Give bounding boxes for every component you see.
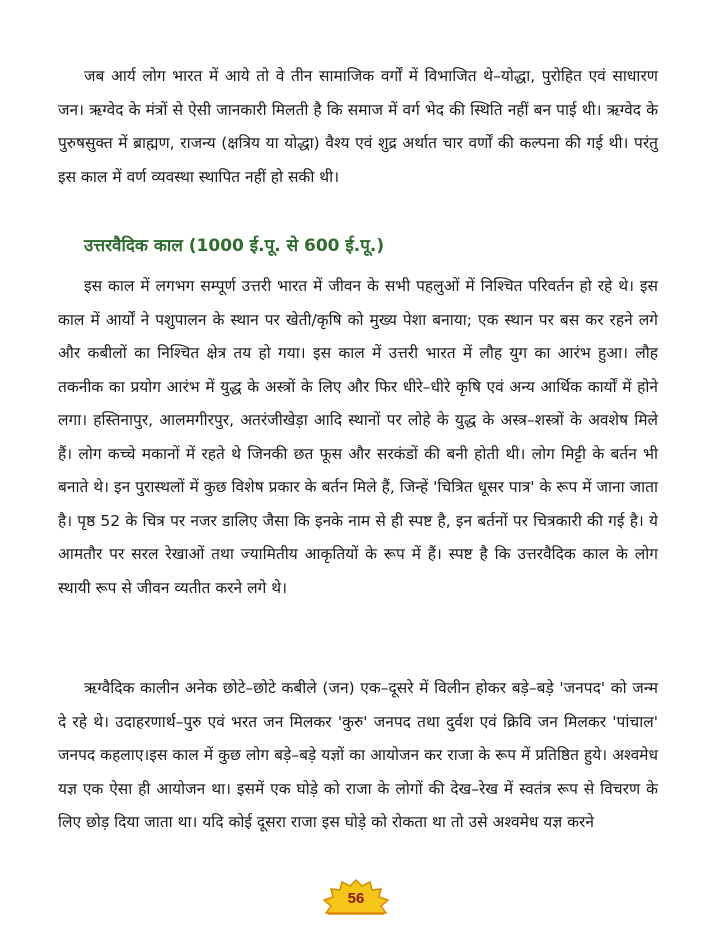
paragraph-2: इस काल में लगभग सम्पूर्ण उत्तरी भारत में जीवन के सभी पहलुओं में निश्चित परिवर्तन हो रहे थे। इस काल में आर्यों ने पशुपालन के स्थान पर खेती/कृषि को मुख्य पेशा बनाया; एक स्थान पर बस कर रहने लगे और कबीलों का निश्चित क्षेत्र तय हो गया। इस काल में उत्तरी भारत में लौह युग का आरंभ हुआ। लौह तकनीक का प्रयोग आरंभ में युद्ध के अस्त्रों के लिए और फिर धीरे–धीरे कृषि एवं अन्य आर्थिक कार्यों में होने लगा। हस्तिनापुर, आलमगीरपुर, अतरंजीखेड़ा आदि स्थानों पर लोहे के युद्ध के अस्त्र–शस्त्रों के अवशेष मिले हैं। लोग कच्चे मकानों में रहते थे जिनकी छत फूस और सरकंडों की बनी होती थी। लोग मिट्टी के बर्तन भी बनाते थे। इन पुरास्थलों में कुछ विशेष प्रकार के बर्तन मिले हैं, जिन्हें 'चित्रित धूसर पात्र' के रूप में जाना जाता है। पृष्ठ 52 के चित्र पर नजर डालिए जैसा कि इनके नाम से ही स्पष्ट है, इन बर्तनों पर चित्रकारी की गई है। ये आमतौर पर सरल रेखाओं तथा ज्यामितीय आकृतियों के रूप में हैं। स्पष्ट है कि उत्तरवैदिक काल के लोग स्थायी रूप से जीवन व्यतीत करने लगे थे। bbox=[58, 277, 658, 597]
page-number: 56 bbox=[347, 890, 365, 907]
paragraph-3: ऋग्वैदिक कालीन अनेक छोटे–छोटे कबीले (जन) एक–दूसरे में विलीन होकर बड़े–बड़े 'जनपद' को जन्म दे रहे थे। उदाहरणार्थ–पुरु एवं भरत जन मिलकर 'कुरु' जनपद तथा दुर्वश एवं क्रिवि जन मिलकर 'पांचाल' जनपद कहलाए।इस काल में कुछ लोग बड़े–बड़े यज्ञों का आयोजन कर राजा के रूप में प्रतिष्ठित हुये। अश्वमेध यज्ञ एक ऐसा ही आयोजन था। इसमें एक घोड़े को राजा के लोगों की देख–रेख में स्वतंत्र रूप से विचरण के लिए छोड़ दिया जाता था। यदि कोई दूसरा राजा इस घोड़े को रोकता था तो उसे अश्वमेध यज्ञ करने bbox=[58, 679, 658, 831]
paragraph-1: जब आर्य लोग भारत में आये तो वे तीन सामाजिक वर्गों में विभाजित थे–योद्धा, पुरोहित एवं साधारण जन। ऋग्वेद के मंत्रों से ऐसी जानकारी मिलती है कि समाज में वर्ग भेद की स्थिति नहीं बन पाई थी। ऋग्वेद के पुरुषसुक्त में ब्राह्मण, राजन्य (क्षत्रिय या योद्धा) वैश्य एवं शुद्र अर्थात चार वर्णों की कल्पना की गई थी। परंतु इस काल में वर्ण व्यवस्था स्थापित नहीं हो सकी थी। bbox=[58, 67, 658, 186]
page-number-badge bbox=[320, 878, 392, 918]
section-heading: उत्तरवैदिक काल (1000 ई.पू. से 600 ई.पू.) bbox=[84, 236, 385, 256]
